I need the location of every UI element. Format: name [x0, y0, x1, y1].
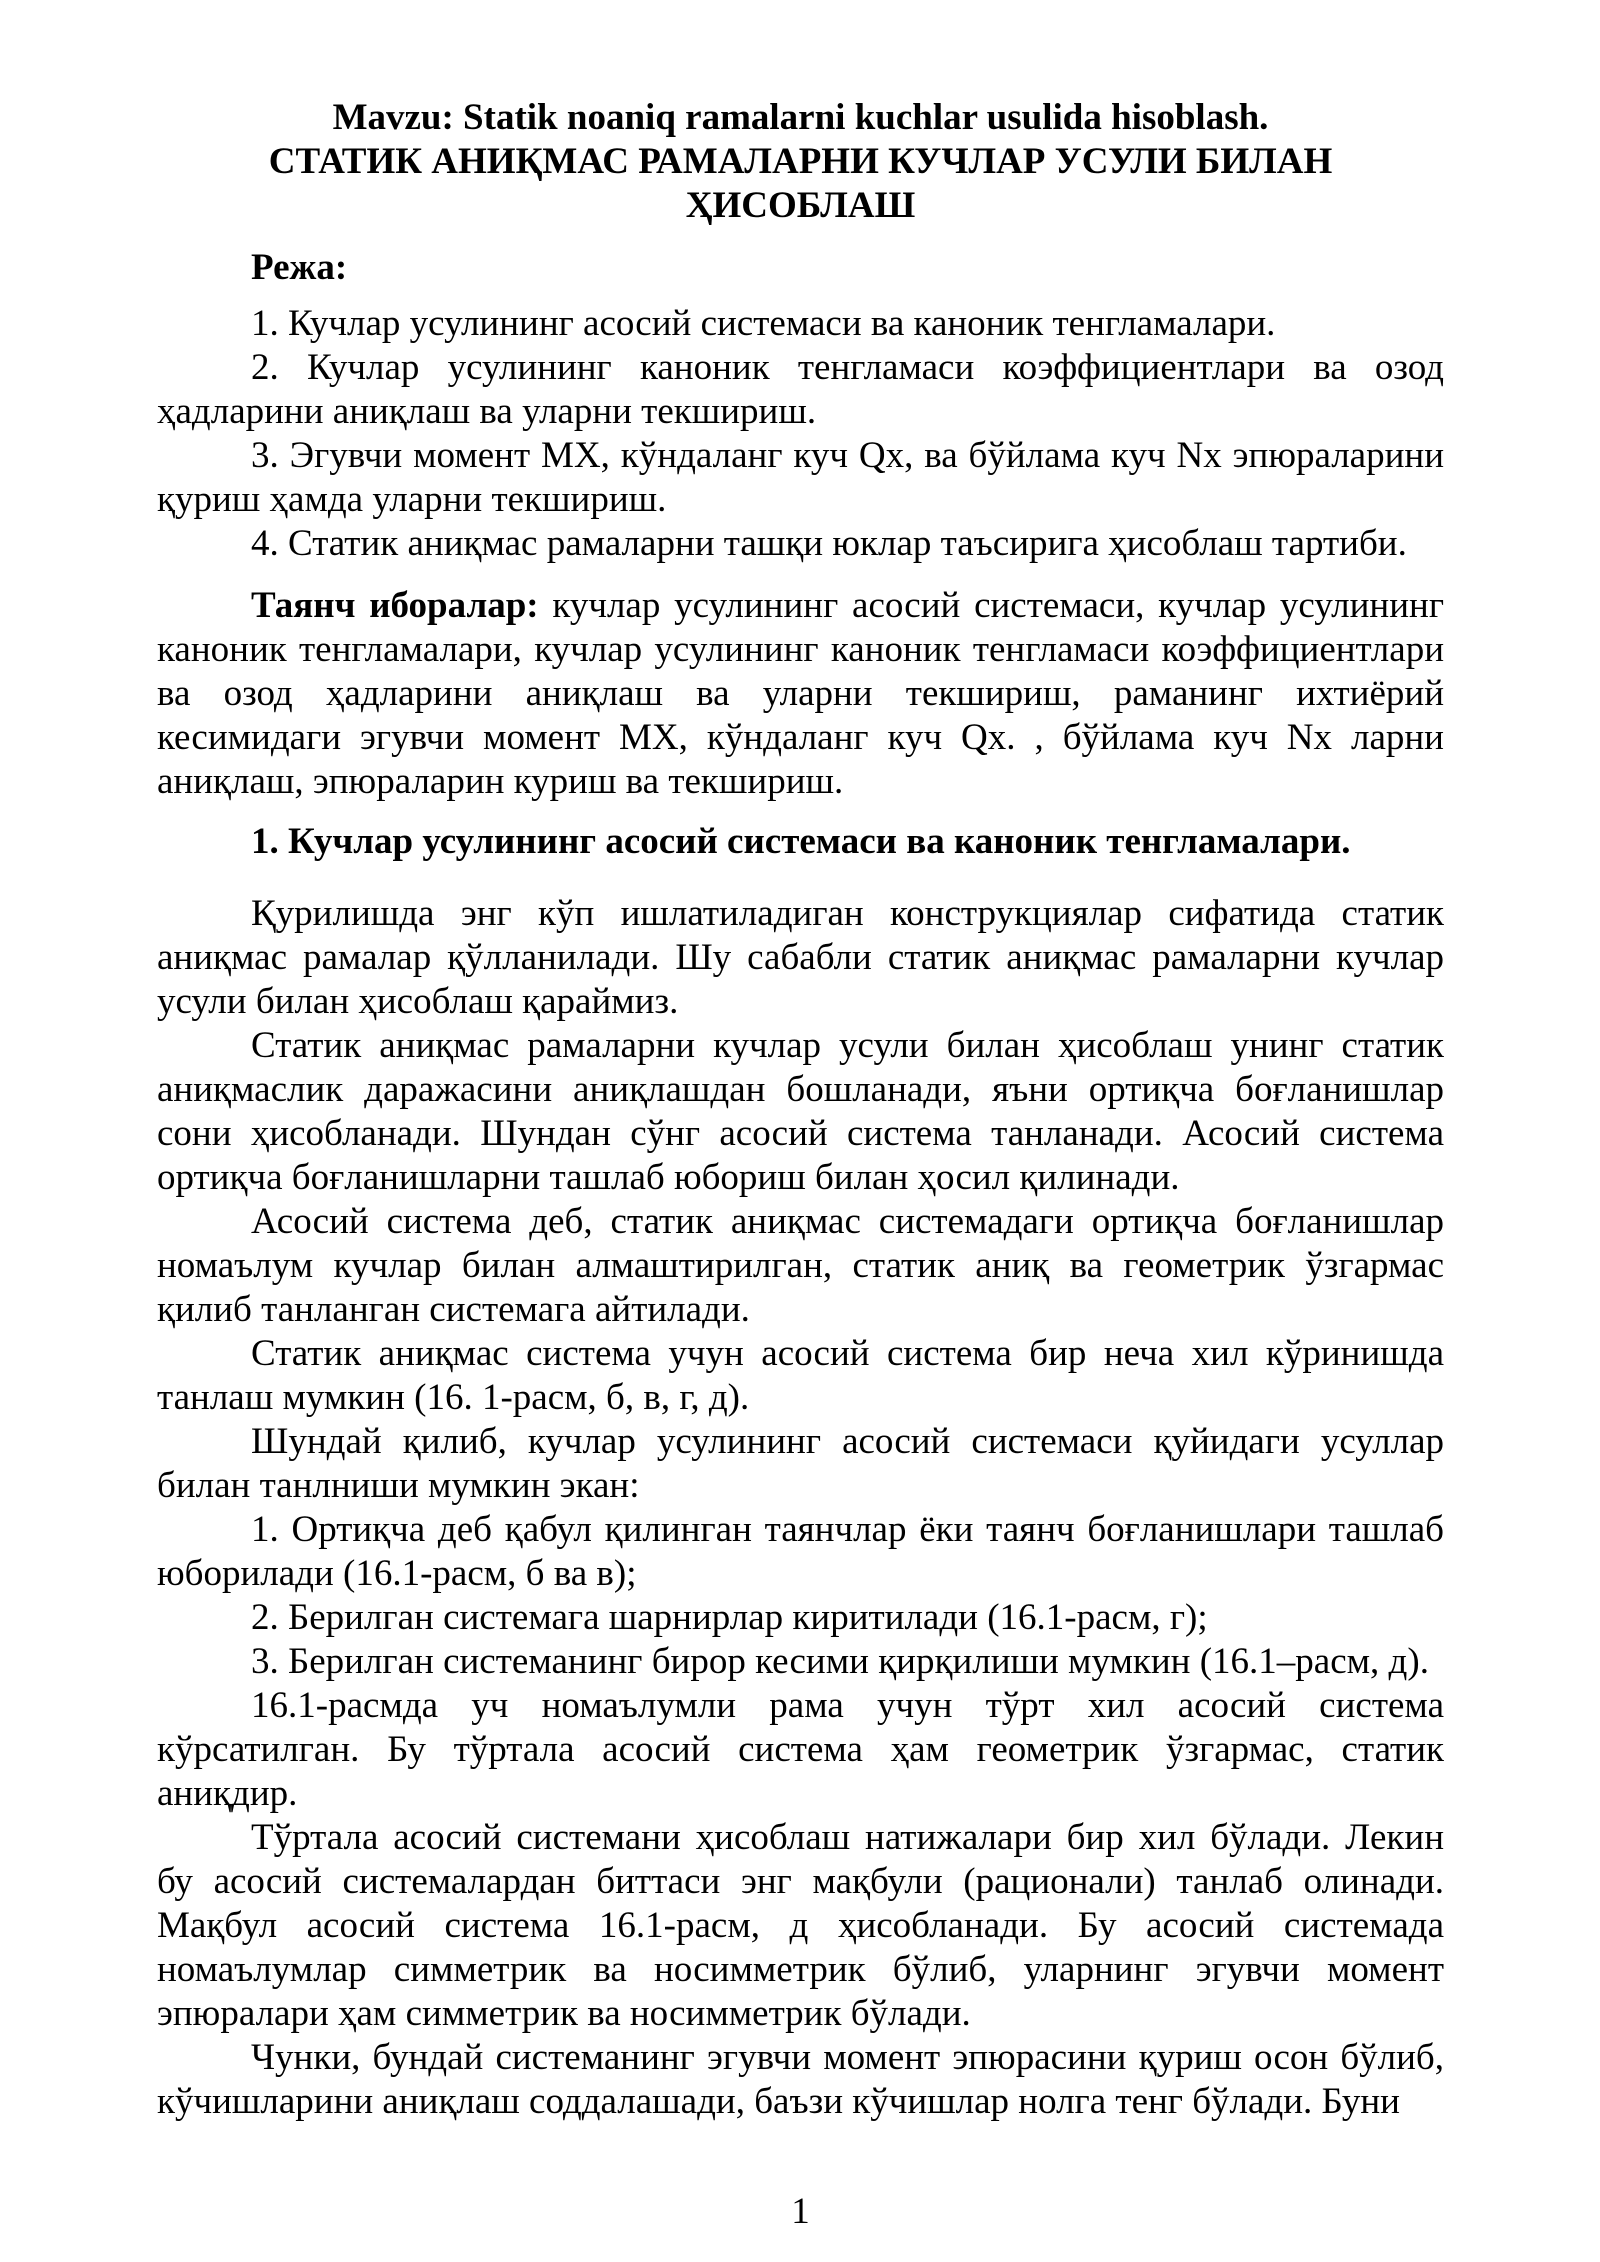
document-title-cyrillic: СТАТИК АНИҚМАС РАМАЛАРНИ КУЧЛАР УСУЛИ БИЛАН ҲИСОБЛАШ	[268, 141, 1333, 226]
page-number: 1	[791, 2191, 810, 2232]
key-terms-text: кучлар усулининг асосий системаси, кучлар усулининг каноник тенгламалари, кучлар усулининг каноник тенгламаси коэффициентлари ва озод ҳадларини аниқлаш ва уларни текшириш, раманинг ихтиёрий кесимидаги эгувчи момент MX, кўндаланг куч Qx. , бўйлама куч Nx ларни аниқлаш, эпюраларин куриш ва текшириш.	[157, 585, 1444, 802]
body-paragraph: Тўртала асосий системани ҳисоблаш натижалари бир хил бўлади. Лекин бу асосий системалардан биттаси энг мақбули (рационали) танлаб олинади. Мақбул асосий система 16.1-расм, д ҳисобланади. Бу асосий системада номаълумлар симметрик ва носимметрик бўлиб, уларнинг эгувчи момент эпюралари ҳам симметрик ва носимметрик бўлади.	[157, 1817, 1444, 2034]
plan-item: 3. Эгувчи момент MX, кўндаланг куч Qx, ва бўйлама куч Nx эпюраларини қуриш ҳамда уларни текшириш.	[157, 435, 1444, 520]
body-paragraph: Қурилишда энг кўп ишлатиладиган конструкциялар сифатида статик аниқмас рамалар қўлланилади. Шу сабабли статик аниқмас рамаларни кучлар усули билан ҳисоблаш қараймиз.	[157, 893, 1444, 1022]
body-paragraph: Статик аниқмас система учун асосий система бир неча хил кўринишда танлаш мумкин (16. 1-расм, б, в, г, д).	[157, 1333, 1444, 1418]
body-paragraph: Чунки, бундай системанинг эгувчи момент эпюрасини қуриш осон бўлиб, кўчишларини аниқлаш соддалашади, баъзи кўчишлар нолга тенг бўлади. Буни	[157, 2037, 1444, 2122]
plan-label: Режа:	[251, 247, 348, 288]
document-title-latin: Mavzu: Statik noaniq ramalarni kuchlar usulida hisoblash.	[332, 97, 1269, 138]
body-paragraph: Асосий система деб, статик аниқмас системадаги ортиқча боғланишлар номаълум кучлар билан алмаштирилган, статик аниқ ва геометрик ўзгармас қилиб танланган системага айтилади.	[157, 1201, 1444, 1330]
body-paragraph: 2. Берилган системага шарнирлар киритилади (16.1-расм, г);	[251, 1597, 1208, 1638]
key-terms-paragraph	[157, 584, 1444, 804]
plan-item: 2. Кучлар усулининг каноник тенгламаси коэффициентлари ва озод ҳадларини аниқлаш ва уларни текшириш.	[157, 347, 1444, 432]
body-paragraph: Статик аниқмас рамаларни кучлар усули билан ҳисоблаш унинг статик аниқмаслик даражасини аниқлашдан бошланади, яъни ортиқча боғланишлар сони ҳисобланади. Шундан сўнг асосий система танланади. Асосий система ортиқча боғланишларни ташлаб юбориш билан ҳосил қилинади.	[157, 1025, 1444, 1198]
body-paragraph: Шундай қилиб, кучлар усулининг асосий системаси қуйидаги усуллар билан танлниши мумкин экан:	[157, 1421, 1444, 1506]
body-paragraph: 1. Ортиқча деб қабул қилинган таянчлар ёки таянч боғланишлари ташлаб юборилади (16.1-расм, б ва в);	[157, 1509, 1444, 1594]
section-heading: 1. Кучлар усулининг асосий системаси ва каноник тенгламалари.	[251, 821, 1351, 862]
body-paragraph: 3. Берилган системанинг бирор кесими қирқилиши мумкин (16.1–расм, д).	[251, 1641, 1429, 1682]
key-terms-label: Таянч иборалар:	[251, 585, 539, 626]
body-paragraph: 16.1-расмда уч номаълумли рама учун тўрт хил асосий система кўрсатилган. Бу тўртала асосий система ҳам геометрик ўзгармас, статик аниқдир.	[157, 1685, 1444, 1814]
plan-item: 4. Статик аниқмас рамаларни ташқи юклар таъсирига ҳисоблаш тартиби.	[251, 523, 1407, 564]
plan-item: 1. Кучлар усулининг асосий системаси ва каноник тенгламалари.	[251, 303, 1276, 344]
